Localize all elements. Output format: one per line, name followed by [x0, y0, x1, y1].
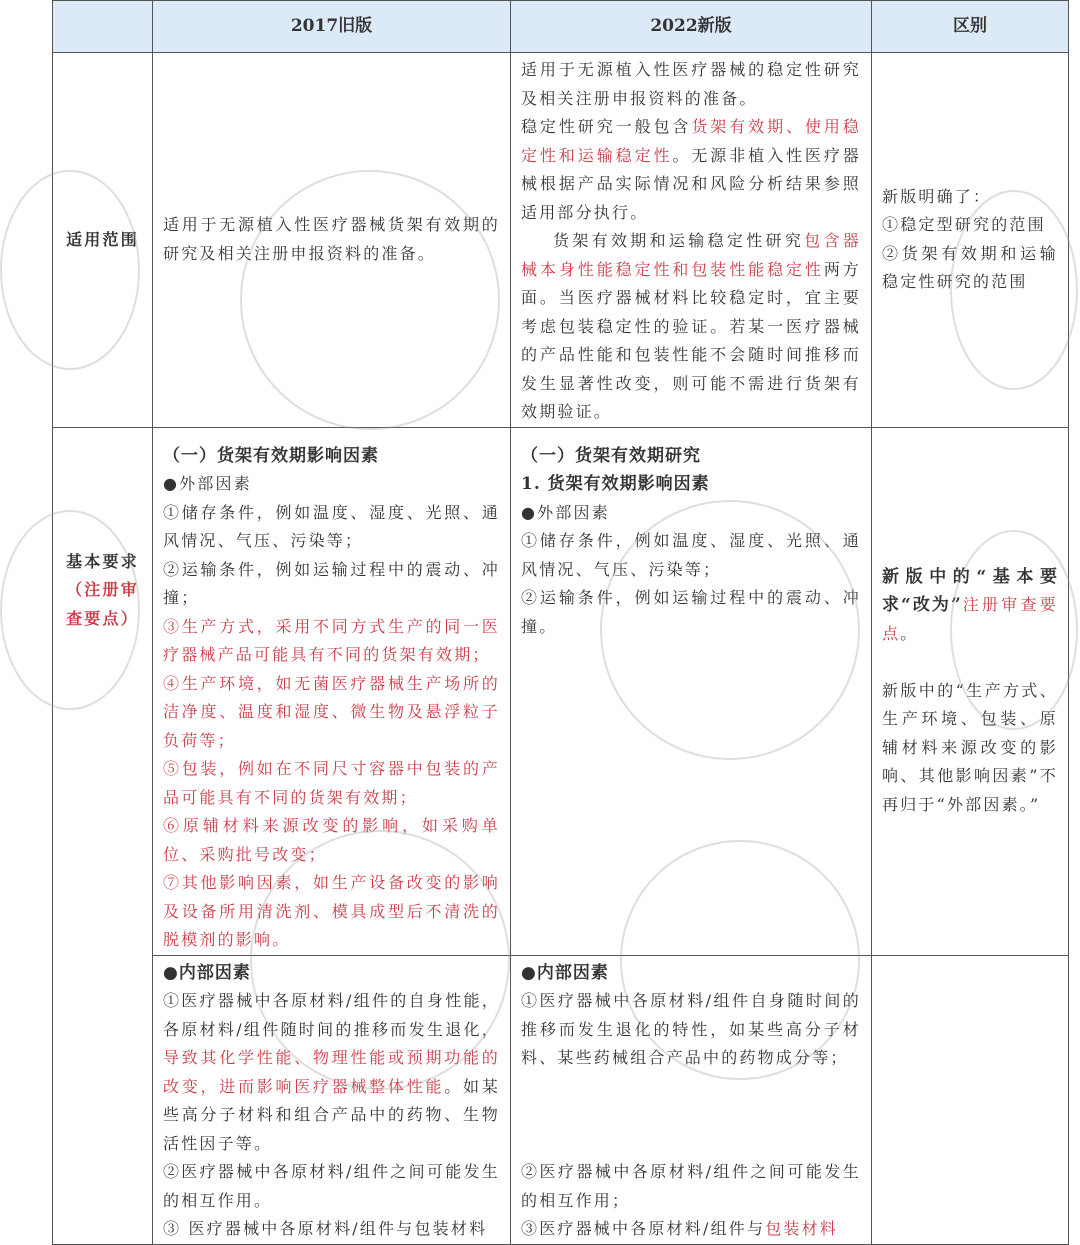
- text-segment: ②医疗器械中各原材料/组件之间可能发生的相互作用；: [521, 1162, 861, 1210]
- highlighted-text: 包装材料: [765, 1219, 839, 1238]
- paragraph: [882, 240, 1058, 297]
- paragraph: [521, 959, 861, 988]
- text-segment: 新版明确了：: [882, 186, 992, 206]
- paragraph: [163, 812, 500, 869]
- text-segment: ●内部因素: [163, 962, 251, 983]
- highlighted-text: 注册审查要点: [882, 595, 1058, 643]
- text-segment: 。如某些高分子材料和组合产品中的药物、生物活性因子等。: [163, 1076, 500, 1153]
- text-segment: ②运输条件，例如运输过程中的震动、冲撞；: [163, 559, 500, 607]
- header-old-version: 2017旧版: [153, 1, 511, 53]
- text-segment: 。: [900, 623, 919, 643]
- paragraph: [521, 113, 861, 227]
- text-segment: 货架有效期和运输稳定性研究: [553, 231, 805, 250]
- paragraph: [63, 548, 142, 577]
- label-cell: [53, 53, 153, 428]
- text-segment: ①储存条件，例如温度、湿度、光照、通风情况、气压、污染等；: [521, 531, 861, 579]
- text-segment: ①医疗器械中各原材料/组件自身随时间的推移而发生退化的特性，如某些高分子材料、某些药械组合产品中的药物成分等；: [521, 991, 861, 1067]
- highlighted-text: ⑦其他影响因素，如生产设备改变的影响及设备所用清洗剂、模具成型后不清洗的脱模剂的影响。: [163, 873, 500, 949]
- text-segment: ②运输条件，例如运输过程中的震动、冲撞。: [521, 588, 861, 636]
- diff-cell: [872, 53, 1069, 428]
- paragraph: [163, 987, 500, 1158]
- paragraph: [163, 869, 500, 955]
- row-basic-requirements: [53, 427, 1069, 955]
- paragraph: [521, 1130, 861, 1159]
- paragraph: [882, 183, 1058, 212]
- old-cell: [153, 427, 511, 955]
- old-cell: [153, 53, 511, 428]
- text-segment: 稳定性研究一般包含: [521, 117, 692, 136]
- header-new-version: 2022新版: [511, 1, 872, 53]
- text-segment: 适用于无源植入性医疗器械货架有效期的研究及相关注册申报资料的准备。: [163, 215, 500, 263]
- text-segment: ②货架有效期和运输稳定性研究的范围: [882, 243, 1058, 292]
- highlighted-text: ③生产方式，采用不同方式生产的同一医疗器械产品可能具有不同的货架有效期；: [163, 616, 500, 664]
- paragraph: [882, 211, 1058, 240]
- paragraph: [63, 226, 142, 255]
- paragraph: [521, 584, 861, 641]
- highlighted-text: 包含器械本身性能稳定性和包装性能稳定性: [521, 231, 861, 279]
- header-blank: [53, 1, 153, 53]
- text-segment: 适用于无源植入性医疗器械的稳定性研究及相关注册申报资料的准备。: [521, 60, 861, 108]
- text-segment: 两方面。当医疗器械材料比较稳定时，宜主要考虑包装稳定性的验证。若某一医疗器械的产品性能和包装性能不会随时间推移而发生显著性改变，则可能不需进行货架有效期验证。: [521, 259, 862, 421]
- paragraph: [163, 470, 500, 499]
- paragraph: [163, 959, 500, 988]
- text-segment: 1. 货架有效期影响因素: [521, 474, 710, 494]
- text-segment: （一）货架有效期研究: [521, 445, 701, 466]
- paragraph: [163, 442, 500, 471]
- highlighted-text: ⑤包装，例如在不同尺寸容器中包装的产品可能具有不同的货架有效期；: [163, 759, 500, 807]
- paragraph: [521, 1158, 861, 1215]
- text-segment: ①医疗器械中各原材料/组件的自身性能，各原材料/组件随时间的推移而发生退化，: [163, 991, 500, 1039]
- text-segment: ●外部因素: [163, 474, 252, 493]
- diff-cell: [872, 955, 1069, 1244]
- new-cell: [511, 53, 872, 428]
- text-segment: ●内部因素: [521, 962, 609, 983]
- text-segment: ③ 医疗器械中各原材料/组件与包装材料: [163, 1219, 488, 1238]
- header-difference: 区别: [872, 1, 1069, 53]
- comparison-table: [52, 0, 1069, 1245]
- paragraph: [521, 1101, 861, 1130]
- text-segment: （一）货架有效期影响因素: [163, 445, 379, 466]
- new-cell: [511, 955, 872, 1244]
- header-row: [53, 1, 1069, 53]
- paragraph: [163, 499, 500, 556]
- paragraph: [521, 987, 861, 1073]
- paragraph: [163, 1215, 500, 1244]
- paragraph: [882, 677, 1058, 820]
- new-cell: [511, 427, 872, 955]
- row-scope: [53, 53, 1069, 428]
- label-cell: [53, 427, 153, 1244]
- text-segment: 新版中的“生产方式、生产环境、包装、原辅材料来源改变的影响、其他影响因素”不再归于“外部因素。”: [882, 680, 1058, 814]
- text-segment: ①稳定型研究的范围: [882, 215, 1046, 235]
- text-segment: ③医疗器械中各原材料/组件与: [521, 1219, 766, 1238]
- paragraph: [882, 648, 1058, 677]
- paragraph: [63, 576, 142, 633]
- paragraph: [163, 755, 500, 812]
- text-segment: 适用范围: [66, 229, 139, 249]
- text-segment: 基本要求: [66, 551, 139, 571]
- paragraph: [521, 527, 861, 584]
- paragraph: [163, 556, 500, 613]
- highlighted-text: ⑥原辅材料来源改变的影响，如采购单位、采购批号改变；: [163, 816, 500, 864]
- text-segment: ①储存条件，例如温度、湿度、光照、通风情况、气压、污染等；: [163, 502, 500, 550]
- paragraph: [521, 227, 861, 427]
- highlighted-text: （注册审查要点）: [66, 580, 139, 628]
- paragraph: [521, 56, 861, 113]
- paragraph: [163, 670, 500, 756]
- paragraph: [163, 613, 500, 670]
- paragraph: [521, 442, 861, 471]
- text-segment: 。无源非植入性医疗器械根据产品实际情况和风险分析结果参照适用部分执行。: [521, 145, 861, 222]
- text-segment: ●外部因素: [521, 502, 610, 522]
- diff-cell: [872, 427, 1069, 955]
- text-segment: 新版中的“基本要求“改为”: [882, 566, 1058, 616]
- highlighted-text: 导致其化学性能、物理性能或预期功能的改变，进而影响医疗器械整体性能: [163, 1048, 500, 1096]
- highlighted-text: 货架有效期、使用稳定性和运输稳定性: [521, 117, 861, 165]
- highlighted-text: ④生产环境，如无菌医疗器械生产场所的洁净度、温度和湿度、微生物及悬浮粒子负荷等；: [163, 673, 500, 750]
- paragraph: [163, 211, 500, 268]
- paragraph: [521, 1215, 861, 1244]
- text-segment: ②医疗器械中各原材料/组件之间可能发生的相互作用。: [163, 1162, 500, 1210]
- paragraph: [521, 1073, 861, 1102]
- paragraph: [882, 563, 1058, 649]
- old-cell: [153, 955, 511, 1244]
- paragraph: [521, 499, 861, 528]
- paragraph: [521, 470, 861, 499]
- row-internal-factors: [53, 955, 1069, 1244]
- paragraph: [163, 1158, 500, 1215]
